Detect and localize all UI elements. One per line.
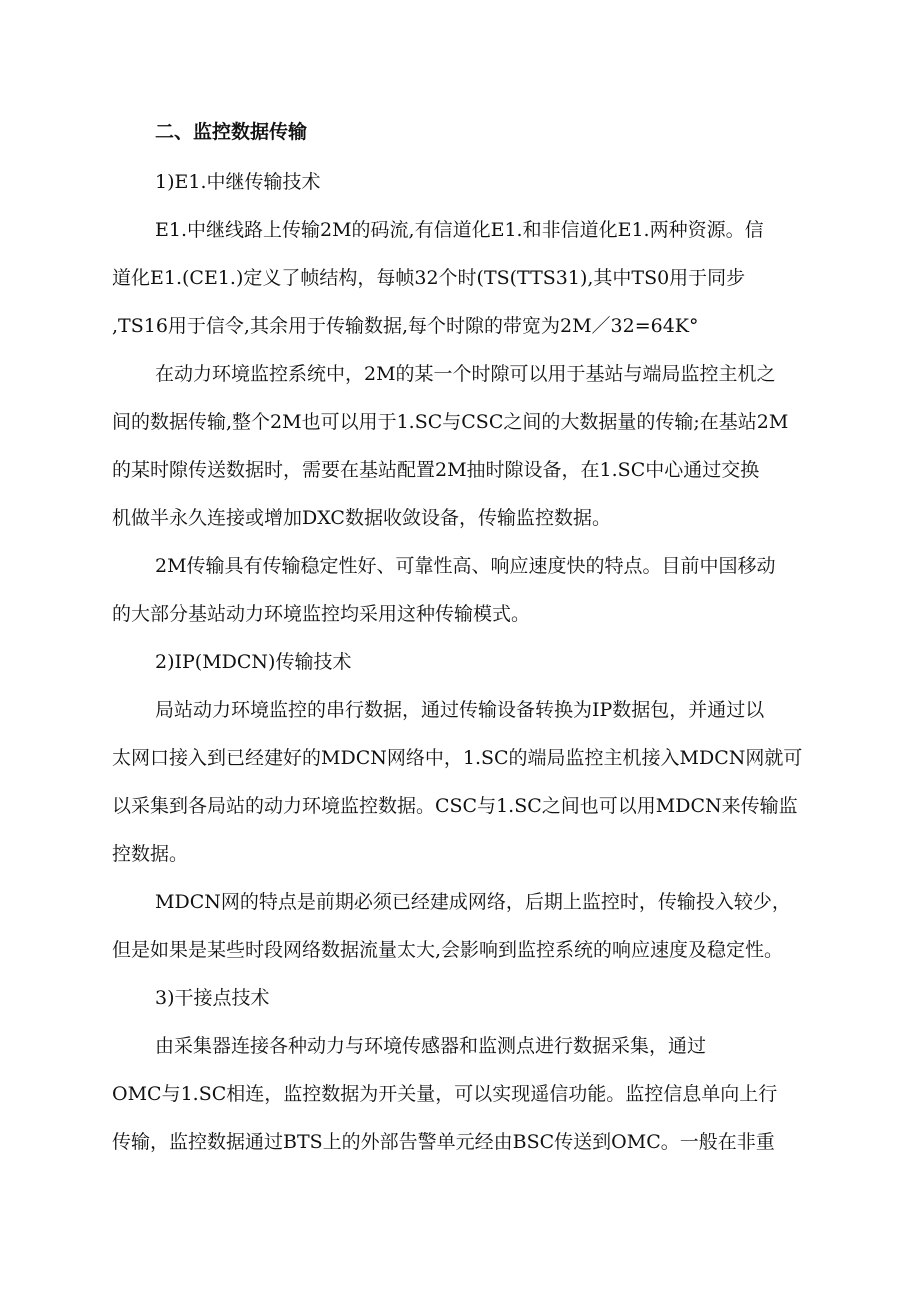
subsection-title-ip: 2)IP(MDCN)传输技术	[155, 651, 352, 673]
subsection-title-dry-contact: 3)干接点技术	[155, 987, 270, 1009]
paragraph-line: 传输，监控数据通过BTS上的外部告警单元经由BSC传送到OMC。一般在非重	[112, 1131, 775, 1153]
paragraph-line: 间的数据传输,整个2M也可以用于1.SC与CSC之间的大数据量的传输;在基站2M	[112, 411, 789, 433]
paragraph-line: 在动力环境监控系统中，2M的某一个时隙可以用于基站与端局监控主机之	[155, 363, 776, 385]
paragraph-line: 由采集器连接各种动力与环境传感器和监测点进行数据采集，通过	[155, 1035, 707, 1057]
paragraph-line: MDCN网的特点是前期必须已经建成网络，后期上监控时，传输投入较少，	[155, 891, 791, 913]
paragraph-line: 但是如果是某些时段网络数据流量太大,会影响到监控系统的响应速度及稳定性。	[112, 939, 784, 961]
paragraph-line: 局站动力环境监控的串行数据，通过传输设备转换为IP数据包，并通过以	[155, 699, 765, 721]
paragraph-line: 道化E1.(CE1.)定义了帧结构，每帧32个时(TS(TTS31),其中TS0用于同步	[112, 267, 746, 289]
paragraph-line: 的某时隙传送数据时，需要在基站配置2M抽时隙设备，在1.SC中心通过交换	[112, 459, 760, 481]
paragraph-line: 机做半永久连接或增加DXC数据收敛设备，传输监控数据。	[112, 507, 611, 529]
paragraph-line: OMC与1.SC相连，监控数据为开关量，可以实现遥信功能。监控信息单向上行	[112, 1083, 778, 1105]
paragraph-line: 的大部分基站动力环境监控均采用这种传输模式。	[112, 603, 531, 625]
subsection-title-e1: 1)E1.中继传输技术	[155, 171, 321, 193]
paragraph-line: 控数据。	[112, 843, 189, 865]
paragraph-line: 2M传输具有传输稳定性好、可靠性高、响应速度快的特点。目前中国移动	[155, 555, 776, 577]
paragraph-line: 以采集到各局站的动力环境监控数据。CSC与1.SC之间也可以用MDCN来传输监	[112, 795, 798, 817]
paragraph-line: 太网口接入到已经建好的MDCN网络中，1.SC的端局监控主机接入MDCN网就可	[112, 747, 803, 769]
paragraph-line: ,TS16用于信令,其余用于传输数据,每个时隙的带宽为2M／32=64K°	[112, 315, 699, 337]
section-title: 二、监控数据传输	[155, 121, 308, 143]
paragraph-line: E1.中继线路上传输2M的码流,有信道化E1.和非信道化E1.两种资源。信	[155, 219, 764, 241]
